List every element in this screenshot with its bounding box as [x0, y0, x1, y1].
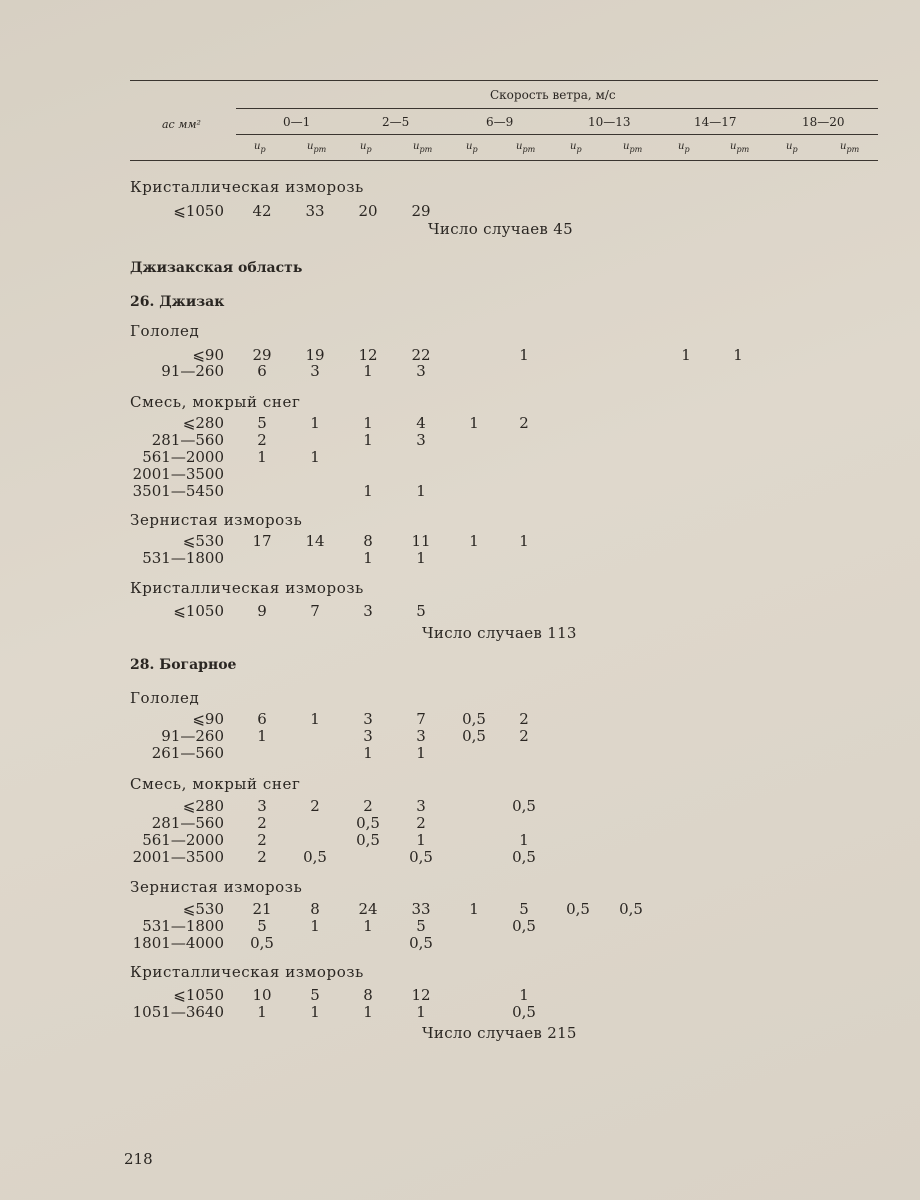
header-rule-1	[236, 108, 878, 109]
table-cell: 1	[469, 900, 479, 918]
subheader-index: р	[366, 145, 372, 154]
table-cell: 0,5	[409, 848, 433, 866]
table-row	[0, 744, 920, 762]
table-cell: 1	[519, 532, 529, 550]
row-range-label: ⩽90	[192, 346, 224, 364]
range-0: 0—1	[283, 115, 311, 129]
case-count: Число случаев 215	[422, 1024, 577, 1042]
table-cell: 2	[257, 831, 267, 849]
category-label: Кристаллическая изморозь	[130, 579, 364, 597]
table-cell: 1	[363, 482, 373, 500]
table-cell: 0,5	[356, 831, 380, 849]
table-cell: 1	[310, 414, 320, 432]
table-cell: 3	[363, 602, 373, 620]
table-cell: 33	[411, 900, 431, 918]
subheader-symbol: u	[413, 141, 420, 152]
table-row	[0, 202, 920, 220]
category-label: Смесь, мокрый снег	[130, 775, 301, 793]
category-label: Кристаллическая изморозь	[130, 963, 364, 981]
subheader-symbol: u	[623, 141, 630, 152]
subheader-symbol: u	[254, 141, 261, 152]
table-cell: 2	[519, 710, 529, 728]
table-cell: 1	[310, 710, 320, 728]
row-range-label: ⩽280	[182, 414, 224, 432]
case-count: Число случаев 113	[422, 624, 577, 642]
table-cell: 1	[519, 831, 529, 849]
category-label: Гололед	[130, 689, 200, 707]
table-row	[0, 448, 920, 466]
table-row	[0, 727, 920, 745]
table-cell: 10	[252, 986, 272, 1004]
row-range-label: ⩽530	[182, 532, 224, 550]
subheader-cell	[786, 141, 798, 154]
row-range-label: 531—1800	[142, 917, 224, 935]
case-count: Число случаев 45	[428, 220, 573, 238]
table-row	[0, 431, 920, 449]
table-cell: 2	[257, 814, 267, 832]
category-label: Гололед	[130, 322, 200, 340]
subheader-index: рт	[736, 145, 750, 154]
table-row	[0, 362, 920, 380]
table-cell: 5	[257, 917, 267, 935]
range-2: 6—9	[486, 115, 514, 129]
subheader-cell	[360, 141, 372, 154]
subheader-index: р	[792, 145, 798, 154]
subheader-cell	[307, 141, 326, 154]
category-label: Зернистая изморозь	[130, 511, 303, 529]
subheader-cell	[413, 141, 432, 154]
table-cell: 1	[469, 532, 479, 550]
table-cell: 1	[363, 744, 373, 762]
row-range-label: 91—260	[161, 362, 224, 380]
subheader-cell	[254, 141, 266, 154]
row-range-label: 2001—3500	[132, 848, 224, 866]
category-label: Кристаллическая изморозь	[130, 178, 364, 196]
range-3: 10—13	[588, 115, 631, 129]
table-cell: 7	[416, 710, 426, 728]
table-cell: 1	[257, 448, 267, 466]
table-cell: 5	[416, 917, 426, 935]
subheader-symbol: u	[307, 141, 314, 152]
table-cell: 0,5	[619, 900, 643, 918]
table-cell: 5	[257, 414, 267, 432]
table-cell: 9	[257, 602, 267, 620]
table-row	[0, 848, 920, 866]
subheader-index: р	[684, 145, 690, 154]
range-5: 18—20	[802, 115, 845, 129]
page-number: 218	[124, 1150, 153, 1168]
table-cell: 8	[363, 986, 373, 1004]
table-row	[0, 814, 920, 832]
table-cell: 1	[363, 917, 373, 935]
subheader-index: рт	[419, 145, 433, 154]
table-row	[0, 549, 920, 567]
table-cell: 2	[257, 848, 267, 866]
header-top-rule	[130, 80, 878, 81]
table-cell: 14	[305, 532, 325, 550]
table-cell: 0,5	[356, 814, 380, 832]
table-row	[0, 797, 920, 815]
table-cell: 1	[469, 414, 479, 432]
row-range-label: 91—260	[161, 727, 224, 745]
table-row	[0, 602, 920, 620]
table-cell: 17	[252, 532, 272, 550]
row-range-label: 3501—5450	[132, 482, 224, 500]
table-cell: 1	[519, 346, 529, 364]
table-cell: 3	[416, 362, 426, 380]
table-cell: 1	[681, 346, 691, 364]
table-row	[0, 917, 920, 935]
wind-speed-title: Скорость ветра, м/с	[490, 88, 616, 102]
table-cell: 1	[363, 1003, 373, 1021]
table-cell: 3	[257, 797, 267, 815]
table-row	[0, 414, 920, 432]
table-cell: 1	[310, 1003, 320, 1021]
table-cell: 5	[519, 900, 529, 918]
subheader-cell	[840, 141, 859, 154]
table-cell: 2	[363, 797, 373, 815]
table-cell: 33	[305, 202, 325, 220]
table-row	[0, 986, 920, 1004]
region-heading: Джизакская область	[130, 260, 303, 276]
subheader-symbol: u	[730, 141, 737, 152]
row-range-label: ⩽280	[182, 797, 224, 815]
table-cell: 8	[363, 532, 373, 550]
table-cell: 11	[411, 532, 431, 550]
subheader-symbol: u	[360, 141, 367, 152]
station-heading: 26. Джизак	[130, 294, 225, 310]
subheader-index: рт	[629, 145, 643, 154]
table-row	[0, 465, 920, 483]
table-cell: 3	[363, 727, 373, 745]
table-cell: 5	[310, 986, 320, 1004]
table-cell: 1	[416, 549, 426, 567]
table-cell: 1	[257, 1003, 267, 1021]
row-range-label: ⩽1050	[173, 202, 224, 220]
table-cell: 1	[363, 414, 373, 432]
table-cell: 1	[416, 744, 426, 762]
table-cell: 1	[363, 549, 373, 567]
subheader-cell	[570, 141, 582, 154]
table-cell: 3	[416, 431, 426, 449]
table-row	[0, 831, 920, 849]
table-cell: 5	[416, 602, 426, 620]
row-range-label: 2001—3500	[132, 465, 224, 483]
table-row	[0, 482, 920, 500]
table-cell: 1	[416, 482, 426, 500]
table-cell: 6	[257, 362, 267, 380]
table-cell: 7	[310, 602, 320, 620]
row-range-label: ⩽1050	[173, 602, 224, 620]
row-range-label: 561—2000	[142, 831, 224, 849]
table-cell: 1	[416, 831, 426, 849]
table-cell: 20	[358, 202, 378, 220]
table-cell: 8	[310, 900, 320, 918]
table-cell: 2	[257, 431, 267, 449]
table-cell: 1	[416, 1003, 426, 1021]
table-row	[0, 1003, 920, 1021]
table-cell: 42	[252, 202, 272, 220]
table-cell: 3	[363, 710, 373, 728]
subheader-index: р	[472, 145, 478, 154]
station-heading: 28. Богарное	[130, 657, 237, 673]
table-cell: 1	[519, 986, 529, 1004]
table-cell: 0,5	[250, 934, 274, 952]
row-range-label: ⩽1050	[173, 986, 224, 1004]
table-row	[0, 710, 920, 728]
table-cell: 3	[416, 727, 426, 745]
row-range-label: 1051—3640	[132, 1003, 224, 1021]
range-1: 2—5	[382, 115, 410, 129]
table-cell: 2	[310, 797, 320, 815]
table-cell: 2	[519, 727, 529, 745]
row-range-label: ⩽530	[182, 900, 224, 918]
table-cell: 22	[411, 346, 431, 364]
table-cell: 29	[252, 346, 272, 364]
table-row	[0, 532, 920, 550]
row-range-label: 531—1800	[142, 549, 224, 567]
table-cell: 1	[257, 727, 267, 745]
table-cell: 0,5	[409, 934, 433, 952]
subheader-symbol: u	[466, 141, 473, 152]
table-row	[0, 934, 920, 952]
table-cell: 29	[411, 202, 431, 220]
subheader-symbol: u	[840, 141, 847, 152]
table-cell: 6	[257, 710, 267, 728]
table-cell: 3	[310, 362, 320, 380]
subheader-cell	[623, 141, 642, 154]
table-cell: 1	[733, 346, 743, 364]
subheader-cell	[516, 141, 535, 154]
subheader-index: рт	[313, 145, 327, 154]
range-4: 14—17	[694, 115, 737, 129]
table-cell: 0,5	[512, 797, 536, 815]
table-cell: 0,5	[512, 848, 536, 866]
table-cell: 19	[305, 346, 325, 364]
subheader-index: рт	[846, 145, 860, 154]
table-cell: 0,5	[303, 848, 327, 866]
row-range-label: ⩽90	[192, 710, 224, 728]
subheader-symbol: u	[786, 141, 793, 152]
row-range-label: 1801—4000	[132, 934, 224, 952]
table-cell: 24	[358, 900, 378, 918]
row-range-label: 561—2000	[142, 448, 224, 466]
subheader-symbol: u	[678, 141, 685, 152]
subheader-index: р	[576, 145, 582, 154]
subheader-index: р	[260, 145, 266, 154]
table-cell: 1	[310, 917, 320, 935]
table-cell: 12	[411, 986, 431, 1004]
header-bottom-rule	[130, 160, 878, 161]
table-cell: 2	[519, 414, 529, 432]
table-cell: 2	[416, 814, 426, 832]
table-cell: 12	[358, 346, 378, 364]
category-label: Зернистая изморозь	[130, 878, 303, 896]
category-label: Смесь, мокрый снег	[130, 393, 301, 411]
table-cell: 0,5	[462, 710, 486, 728]
subheader-cell	[678, 141, 690, 154]
subheader-cell	[730, 141, 749, 154]
row-range-label: 281—560	[151, 814, 224, 832]
table-cell: 4	[416, 414, 426, 432]
table-cell: 3	[416, 797, 426, 815]
row-label-header: ас мм²	[162, 118, 201, 131]
table-cell: 0,5	[512, 1003, 536, 1021]
table-cell: 0,5	[462, 727, 486, 745]
table-cell: 0,5	[512, 917, 536, 935]
table-cell: 1	[363, 362, 373, 380]
table-cell: 1	[363, 431, 373, 449]
table-cell: 0,5	[566, 900, 590, 918]
table-cell: 1	[310, 448, 320, 466]
row-range-label: 281—560	[151, 431, 224, 449]
subheader-symbol: u	[516, 141, 523, 152]
row-range-label: 261—560	[151, 744, 224, 762]
subheader-cell	[466, 141, 478, 154]
table-cell: 21	[252, 900, 272, 918]
table-row	[0, 900, 920, 918]
header-rule-2	[236, 134, 878, 135]
subheader-index: рт	[522, 145, 536, 154]
subheader-symbol: u	[570, 141, 577, 152]
